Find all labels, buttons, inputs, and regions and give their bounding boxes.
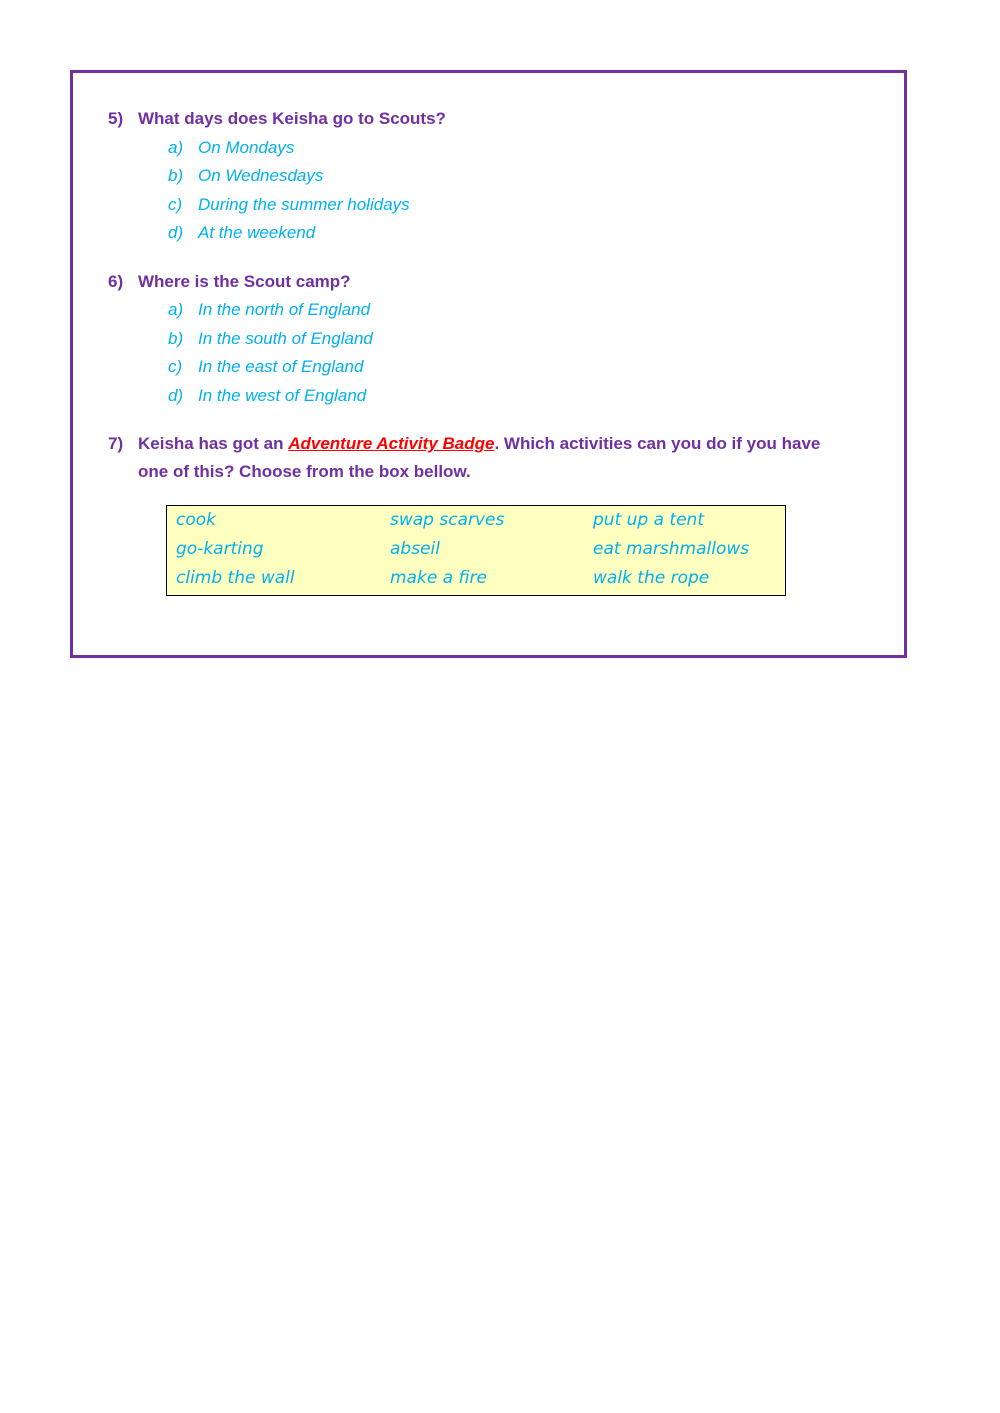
option-text: On Mondays [198,138,295,157]
q6-option-c[interactable] [168,353,363,381]
activity-abseil[interactable]: abseil [390,539,440,559]
activity-make-a-fire[interactable]: make a fire [390,568,487,588]
option-text: In the north of England [198,300,371,319]
option-text: In the east of England [198,357,364,376]
option-letter: b) [168,329,184,348]
question-text [138,430,848,486]
option-letter: c) [168,195,183,214]
option-letter: b) [168,166,184,185]
option-text: In the south of England [198,329,373,348]
question-text: Where is the Scout camp? [138,272,351,291]
q5-option-a[interactable] [168,134,294,162]
activity-put-up-a-tent[interactable]: put up a tent [593,510,704,530]
adventure-activity-badge-link[interactable]: Adventure Activity Badge [288,434,495,453]
question-number: 5) [108,109,124,128]
question-text: What days does Keisha go to Scouts? [138,109,446,128]
option-letter: c) [168,357,183,376]
question-5 [108,105,446,133]
activities-box [166,505,786,596]
option-text: At the weekend [198,223,316,242]
activity-swap-scarves[interactable]: swap scarves [390,510,505,530]
option-letter: a) [168,138,184,157]
option-letter: a) [168,300,184,319]
question-6 [108,268,351,296]
question-text-start: Keisha has got an [138,434,289,453]
question-number: 6) [108,272,124,291]
q5-option-b[interactable] [168,162,323,190]
q6-option-d[interactable] [168,382,366,410]
option-letter: d) [168,386,184,405]
question-text-end: . Which activities can you do if you have one of this? Choose from the box bellow. [138,434,821,481]
activity-climb-the-wall[interactable]: climb the wall [176,568,295,588]
q6-option-b[interactable] [168,325,373,353]
option-text: During the summer holidays [198,195,410,214]
activity-go-karting[interactable]: go-karting [176,539,264,559]
q6-option-a[interactable] [168,296,370,324]
activity-cook[interactable]: cook [176,510,216,530]
activity-eat-marshmallows[interactable]: eat marshmallows [593,539,750,559]
option-letter: d) [168,223,184,242]
question-7 [108,430,858,486]
question-number: 7) [108,434,124,453]
option-text: In the west of England [198,386,367,405]
q5-option-c[interactable] [168,191,410,219]
option-text: On Wednesdays [198,166,324,185]
q5-option-d[interactable] [168,219,315,247]
activity-walk-the-rope[interactable]: walk the rope [593,568,710,588]
